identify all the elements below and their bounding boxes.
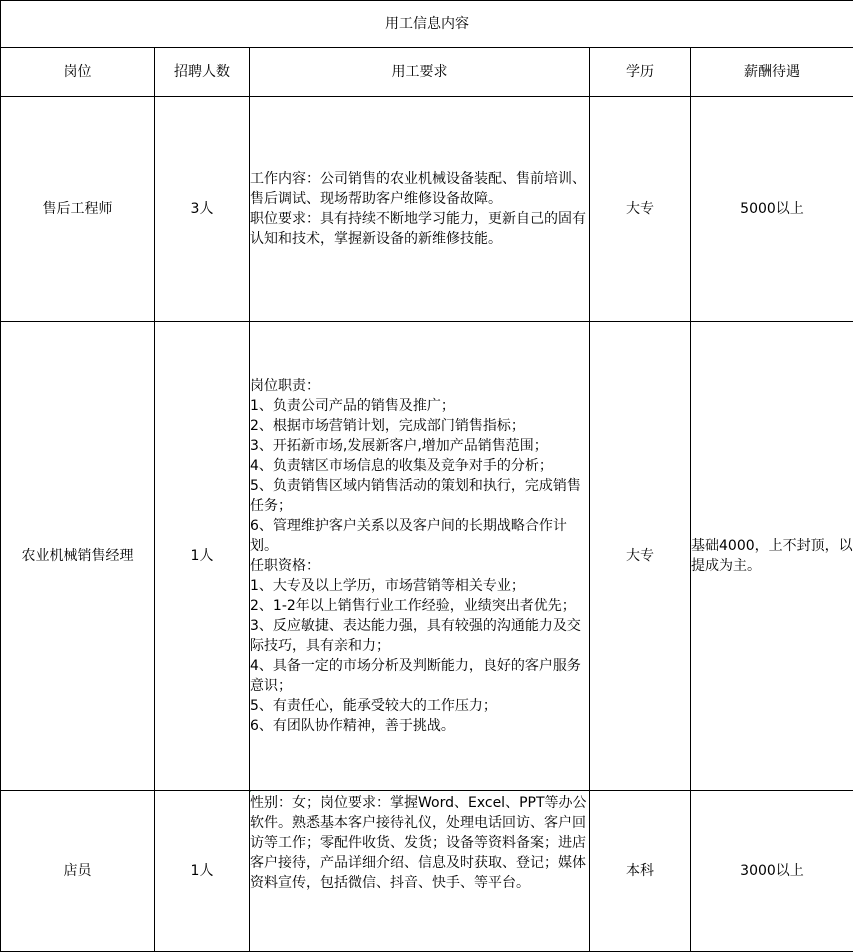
position-cell: 农业机械销售经理 (1, 322, 155, 791)
header-requirements: 用工要求 (250, 48, 590, 97)
requirement-line: 4、负责辖区市场信息的收集及竞争对手的分析； (250, 458, 553, 474)
table-row (1, 791, 853, 952)
header-salary: 薪酬待遇 (691, 48, 853, 97)
requirements-cell (250, 97, 590, 322)
requirement-line: 4、具备一定的市场分析及判断能力，良好的客户服务意识； (250, 658, 581, 694)
requirement-line: 5、有责任心，能承受较大的工作压力； (250, 698, 497, 714)
requirement-line: 3、开拓新市场,发展新客户,增加产品销售范围； (250, 438, 548, 454)
headcount-cell: 1人 (155, 791, 250, 952)
header-education: 学历 (590, 48, 691, 97)
requirement-line: 任职资格： (250, 558, 320, 574)
position-cell: 售后工程师 (1, 97, 155, 322)
title-row (1, 1, 853, 48)
education-cell: 本科 (590, 791, 691, 952)
position-cell: 店员 (1, 791, 155, 952)
requirement-line: 职位要求：具有持续不断地学习能力，更新自己的固有认知和技术，掌握新设备的新维修技能。 (250, 211, 586, 247)
requirement-line: 3、反应敏捷、表达能力强，具有较强的沟通能力及交际技巧，具有亲和力； (250, 618, 581, 654)
requirements-cell (250, 322, 590, 791)
requirement-line: 1、大专及以上学历，市场营销等相关专业； (250, 578, 525, 594)
headcount-cell: 3人 (155, 97, 250, 322)
salary-cell: 3000以上 (691, 791, 853, 952)
requirement-line: 性别：女；岗位要求：掌握Word、Excel、PPT等办公软件。熟悉基本客户接待礼仪，处理电话回访、客户回访等工作；零配件收货、发货；设备等资料备案；进店客户接待，产品详细介绍、信息及时获取、登记；媒体资料宣传，包括微信、抖音、快手、等平台。 (250, 795, 587, 891)
requirement-line: 工作内容：公司销售的农业机械设备装配、售前培训、售后调试、现场帮助客户维修设备故障。 (250, 171, 586, 207)
header-row (1, 48, 853, 97)
requirement-line: 2、根据市场营销计划，完成部门销售指标； (250, 418, 525, 434)
table-row (1, 322, 853, 791)
requirement-line: 1、负责公司产品的销售及推广； (250, 398, 455, 414)
education-cell: 大专 (590, 322, 691, 791)
table-row (1, 97, 853, 322)
headcount-cell: 1人 (155, 322, 250, 791)
education-cell: 大专 (590, 97, 691, 322)
requirement-line: 2、1-2年以上销售行业工作经验，业绩突出者优先； (250, 598, 576, 614)
header-position: 岗位 (1, 48, 155, 97)
table-title: 用工信息内容 (1, 1, 853, 48)
requirement-line: 6、有团队协作精神，善于挑战。 (250, 718, 455, 734)
salary-cell: 5000以上 (691, 97, 853, 322)
requirement-line: 5、负责销售区域内销售活动的策划和执行，完成销售任务； (250, 478, 581, 514)
salary-cell: 基础4000，上不封顶，以提成为主。 (691, 322, 853, 791)
requirements-cell (250, 791, 590, 952)
requirement-line: 岗位职责： (250, 378, 320, 394)
header-headcount: 招聘人数 (155, 48, 250, 97)
cell-comment-marker (250, 791, 252, 797)
requirement-line: 6、管理维护客户关系以及客户间的长期战略合作计划。 (250, 518, 567, 554)
